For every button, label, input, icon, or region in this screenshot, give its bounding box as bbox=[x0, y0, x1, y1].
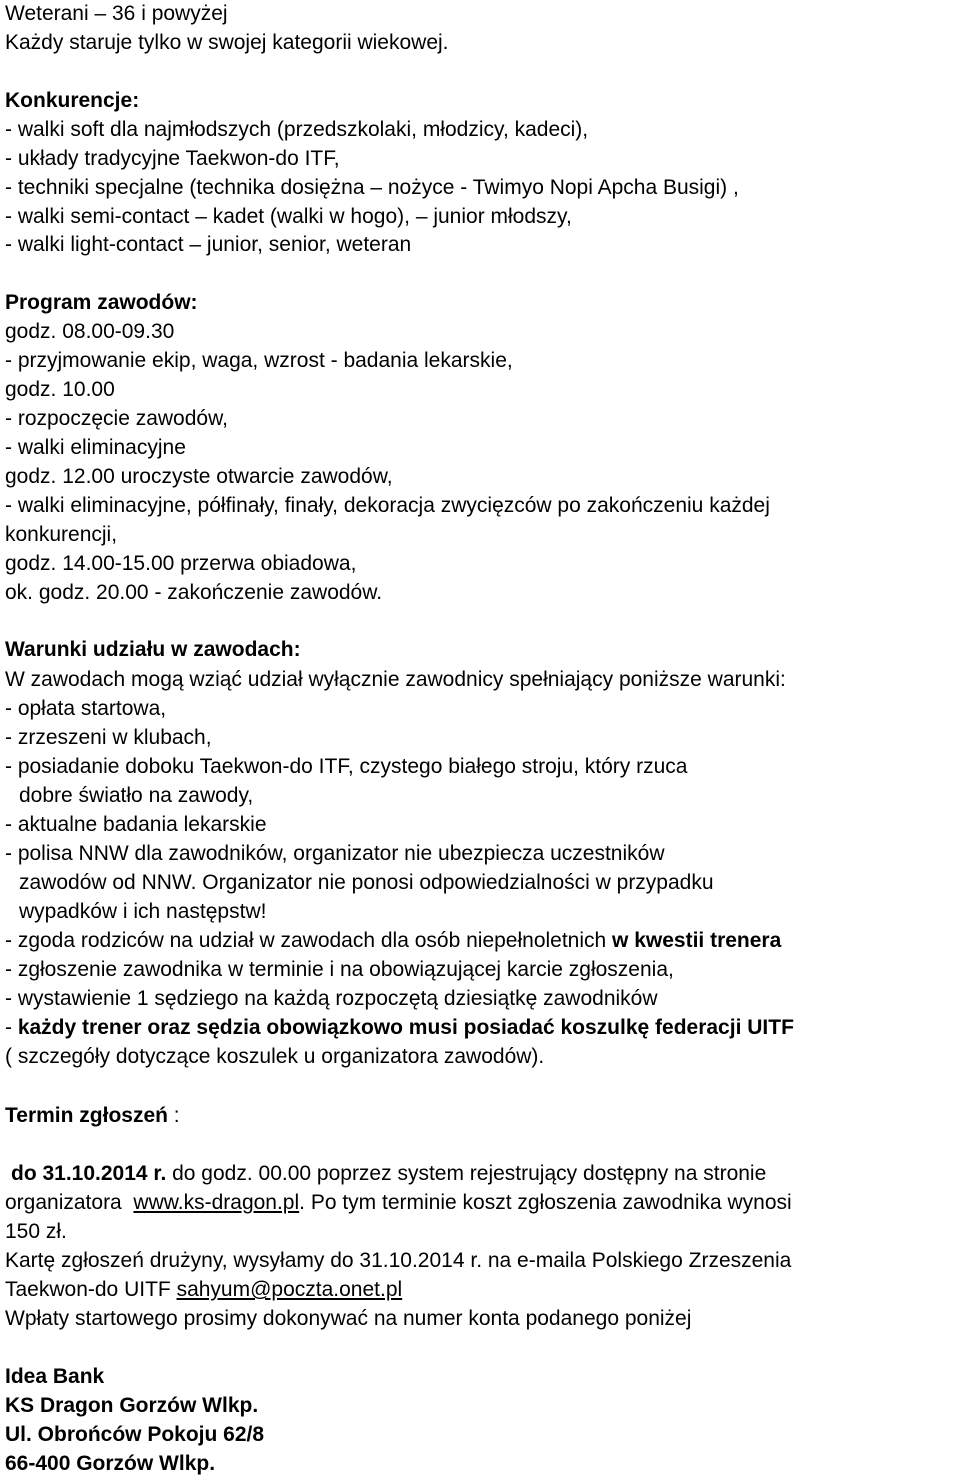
registration-team-card: Kartę zgłoszeń drużyny, wysyłamy do 31.10.2014 r. na e-maila Polskiego Zrzeszenia bbox=[5, 1249, 792, 1272]
category-note: Każdy staruje tylko w swojej kategorii wiekowej. bbox=[5, 31, 449, 54]
condition-shirt-prefix: - bbox=[5, 1016, 18, 1039]
program-line: - walki eliminacyjne, półfinały, finały, dekoracja zwycięzców po zakończeniu każdej bbox=[5, 494, 770, 517]
condition-item: zawodów od NNW. Organizator nie ponosi odpowiedzialności w przypadku bbox=[19, 871, 714, 894]
registration-fee: 150 zł. bbox=[5, 1220, 67, 1243]
bank-line: Ul. Obrońców Pokoju 62/8 bbox=[5, 1423, 265, 1446]
registration-date-rest: do godz. 00.00 poprzez system rejestrujący dostępny na stronie bbox=[166, 1162, 767, 1185]
program-line: - przyjmowanie ekip, waga, wzrost - badania lekarskie, bbox=[5, 349, 513, 372]
condition-item: - posiadanie doboku Taekwon-do ITF, czystego białego stroju, który rzuca bbox=[5, 755, 688, 778]
registration-email-line bbox=[5, 1276, 402, 1304]
condition-item: - polisa NNW dla zawodników, organizator nie ubezpiecza uczestników bbox=[5, 842, 665, 865]
conditions-intro: W zawodach mogą wziąć udział wyłącznie zawodnicy spełniający poniższe warunki: bbox=[5, 668, 786, 691]
condition-item: - zgłoszenie zawodnika w terminie i na obowiązującej karcie zgłoszenia, bbox=[5, 958, 674, 981]
competition-item: - układy tradycyjne Taekwon-do ITF, bbox=[5, 147, 340, 170]
email-link[interactable]: sahyum@poczta.onet.pl bbox=[176, 1278, 403, 1301]
competitions-heading: Konkurencje: bbox=[5, 89, 140, 112]
condition-item: - zrzeszeni w klubach, bbox=[5, 726, 212, 749]
program-heading: Program zawodów: bbox=[5, 291, 198, 314]
competition-item: - walki soft dla najmłodszych (przedszkolaki, młodzicy, kadeci), bbox=[5, 118, 589, 141]
condition-consent-text: - zgoda rodziców na udział w zawodach dla osób niepełnoletnich bbox=[5, 929, 613, 952]
registration-deadline bbox=[11, 1160, 766, 1188]
registration-email-prefix: Taekwon-do UITF bbox=[5, 1278, 177, 1301]
program-line: godz. 12.00 uroczyste otwarcie zawodów, bbox=[5, 465, 393, 488]
conditions-heading: Warunki udziału w zawodach: bbox=[5, 638, 301, 661]
program-line: godz. 10.00 bbox=[5, 378, 115, 401]
organizer-website-link[interactable]: www.ks-dragon.pl bbox=[133, 1191, 300, 1214]
condition-consent bbox=[5, 927, 781, 955]
condition-shirt-note: ( szczegóły dotyczące koszulek u organizatora zawodów). bbox=[5, 1045, 545, 1068]
condition-item: - wystawienie 1 sędziego na każdą rozpoczętą dziesiątkę zawodników bbox=[5, 987, 658, 1010]
program-line: - walki eliminacyjne bbox=[5, 436, 186, 459]
condition-item: dobre światło na zawody, bbox=[19, 784, 254, 807]
competition-item: - walki semi-contact – kadet (walki w hogo), – junior młodszy, bbox=[5, 205, 572, 228]
registration-payment: Wpłaty startowego prosimy dokonywać na numer konta podanego poniżej bbox=[5, 1307, 692, 1330]
bank-line: Idea Bank bbox=[5, 1365, 105, 1388]
competition-item: - walki light-contact – junior, senior, weteran bbox=[5, 233, 412, 256]
program-line: konkurencji, bbox=[5, 523, 118, 546]
registration-organizer bbox=[5, 1189, 792, 1217]
registration-heading-suffix: : bbox=[167, 1104, 180, 1127]
condition-shirt bbox=[5, 1014, 794, 1042]
registration-heading bbox=[5, 1102, 180, 1130]
condition-item: - opłata startowa, bbox=[5, 697, 167, 720]
condition-consent-bold: w kwestii trenera bbox=[612, 929, 782, 952]
program-line: godz. 08.00-09.30 bbox=[5, 320, 175, 343]
bank-line: 66-400 Gorzów Wlkp. bbox=[5, 1452, 216, 1475]
competition-item: - techniki specjalne (technika dosiężna – nożyce - Twimyo Nopi Apcha Busigi) , bbox=[5, 176, 739, 199]
condition-item: wypadków i ich następstw! bbox=[19, 900, 267, 923]
program-line: godz. 14.00-15.00 przerwa obiadowa, bbox=[5, 552, 357, 575]
registration-heading-text: Termin zgłoszeń bbox=[5, 1104, 168, 1127]
program-line: - rozpoczęcie zawodów, bbox=[5, 407, 228, 430]
condition-item: - aktualne badania lekarskie bbox=[5, 813, 267, 836]
registration-org-suffix: . Po tym terminie koszt zgłoszenia zawodnika wynosi bbox=[299, 1191, 792, 1214]
bank-line: KS Dragon Gorzów Wlkp. bbox=[5, 1394, 259, 1417]
program-line: ok. godz. 20.00 - zakończenie zawodów. bbox=[5, 581, 383, 604]
category-veterans: Weterani – 36 i powyżej bbox=[5, 2, 228, 25]
registration-org-prefix: organizatora bbox=[5, 1191, 134, 1214]
condition-shirt-bold: każdy trener oraz sędzia obowiązkowo musi posiadać koszulkę federacji UITF bbox=[17, 1016, 794, 1039]
registration-date: do 31.10.2014 r. bbox=[11, 1162, 167, 1185]
